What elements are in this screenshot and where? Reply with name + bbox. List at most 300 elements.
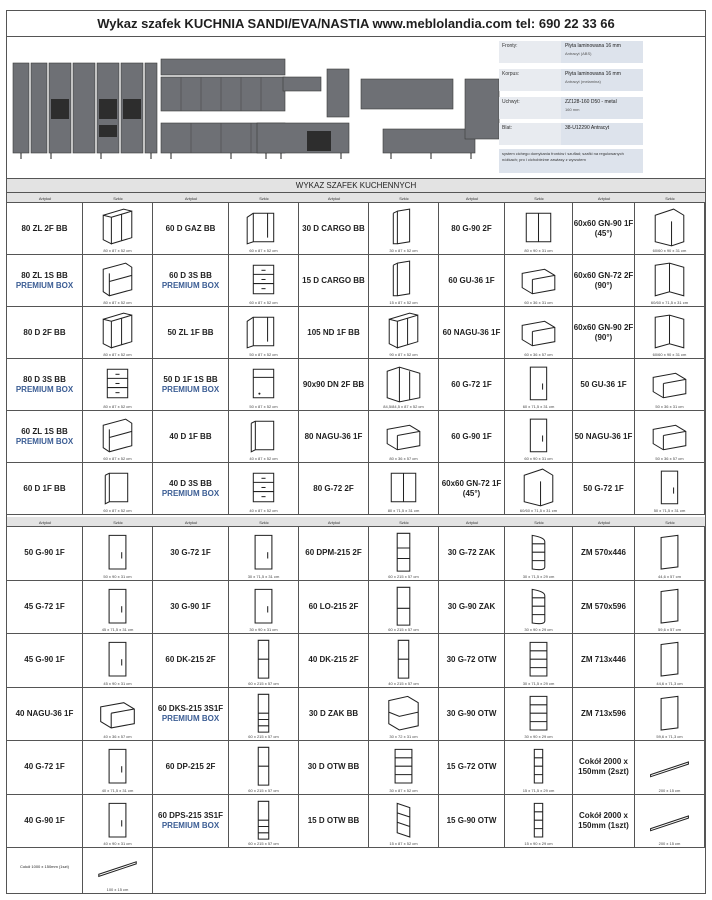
sketch-cell bbox=[229, 203, 299, 254]
article-cell bbox=[7, 688, 83, 741]
last-row bbox=[7, 841, 151, 893]
sketch-cell bbox=[369, 411, 439, 462]
article-cell bbox=[7, 634, 83, 687]
article-cell bbox=[299, 255, 369, 306]
column-header-sketch: Szkic bbox=[113, 519, 123, 525]
sketch-cell bbox=[635, 307, 705, 358]
article-cell bbox=[7, 527, 83, 580]
end-round-icon bbox=[505, 527, 572, 580]
sketch-cell bbox=[83, 581, 153, 634]
article-name: 15 G-72 OTW bbox=[446, 762, 497, 772]
article-name: 50 NAGU-36 1F bbox=[574, 431, 633, 441]
article-name: 60 G-90 1F bbox=[451, 431, 492, 441]
article-name: 80 NAGU-36 1F bbox=[304, 431, 363, 441]
base-narrow-icon bbox=[369, 255, 438, 306]
article-cell bbox=[573, 203, 635, 254]
sketch-cell bbox=[83, 359, 153, 410]
article-name: 50 G-72 1F bbox=[583, 483, 624, 493]
sketch-cell bbox=[369, 581, 439, 634]
article-cell bbox=[153, 795, 229, 848]
sketch-cell bbox=[635, 411, 705, 462]
sketch-cell bbox=[505, 359, 573, 410]
cabinet-catalog-page bbox=[6, 10, 706, 894]
wall-one-door-icon bbox=[83, 634, 152, 687]
dimensions: 80 x 71,5 x 31 cm bbox=[387, 508, 420, 513]
spec-note: system cichego domykania frontów i szuflad; szafki na regulowanych nóżkach; pro i cichobieżne zawiasy z wyrzutem bbox=[499, 149, 643, 173]
spec-label: Blat: bbox=[499, 123, 561, 145]
wall-one-door-icon bbox=[229, 527, 298, 580]
corner-base-icon bbox=[369, 359, 438, 410]
sketch-cell bbox=[229, 255, 299, 306]
article-name: 80 G-72 2F bbox=[313, 483, 354, 493]
article-name: 30 G-90 ZAK bbox=[447, 601, 496, 611]
sketch-cell bbox=[369, 741, 439, 794]
dimensions: 40 x 87 x 52 cm bbox=[249, 456, 278, 461]
dimensions: 50 x 90 x 31 cm bbox=[103, 573, 132, 579]
corner-wall-2-icon bbox=[635, 307, 704, 358]
spec-label: Fronty: bbox=[499, 41, 561, 63]
sketch-cell bbox=[369, 203, 439, 254]
spec-label: Korpus: bbox=[499, 69, 561, 91]
premium-box-label: PREMIUM BOX bbox=[161, 820, 220, 830]
sketch-cell bbox=[229, 795, 299, 848]
article-name: 50 G-90 1F bbox=[24, 548, 65, 558]
wall-low-icon bbox=[505, 255, 572, 306]
article-name: ZM 713x446 bbox=[581, 655, 626, 665]
article-cell bbox=[299, 411, 369, 462]
article-cell bbox=[7, 411, 83, 462]
article-cell bbox=[299, 634, 369, 687]
spec-value: Płyta laminowana 16 mm Antracyt (melamina) bbox=[565, 71, 621, 84]
sketch-cell bbox=[229, 307, 299, 358]
dimensions: 60 x 36 x 31 cm bbox=[524, 300, 553, 305]
article-name: ZM 713x596 bbox=[581, 708, 626, 718]
cabinet-row bbox=[7, 255, 705, 307]
sketch-cell bbox=[369, 795, 439, 848]
article-name: 50 D 1F 1S BB bbox=[163, 374, 218, 384]
dimensions: 30 x 71,5 x 31 cm bbox=[247, 573, 280, 579]
article-cell bbox=[573, 255, 635, 306]
open-shelf-icon bbox=[505, 688, 572, 741]
column-header-article: Artykuł bbox=[184, 195, 198, 201]
tall-icon bbox=[369, 634, 438, 687]
dimensions: 80 x 87 x 52 cm bbox=[103, 352, 132, 357]
article-name: 60x60 GN-90 2F (90°) bbox=[573, 322, 634, 342]
article-name: 60 D 1F BB bbox=[23, 483, 66, 493]
dimensions: 60 x 215 x 57 cm bbox=[248, 787, 279, 793]
tall-oven-icon bbox=[369, 527, 438, 580]
cabinet-row bbox=[7, 581, 705, 635]
sketch-cell bbox=[369, 634, 439, 687]
dimensions: 60 x 87 x 52 cm bbox=[249, 300, 278, 305]
premium-box-label: PREMIUM BOX bbox=[161, 384, 220, 394]
sketch-cell bbox=[229, 359, 299, 410]
sketch-cell bbox=[505, 634, 573, 687]
article-cell bbox=[7, 741, 83, 794]
sketch-cell bbox=[635, 581, 705, 634]
dimensions: 50 x 87 x 52 cm bbox=[249, 352, 278, 357]
article-cell bbox=[7, 255, 83, 306]
sketch-cell bbox=[505, 203, 573, 254]
article-cell bbox=[573, 527, 635, 580]
sketch-cell bbox=[83, 688, 153, 741]
dimensions: 60 x 215 x 57 cm bbox=[248, 680, 279, 686]
article-cell bbox=[7, 581, 83, 634]
article-name: 15 G-90 OTW bbox=[446, 815, 497, 825]
cabinet-row bbox=[7, 463, 705, 515]
wall-one-door-icon bbox=[83, 795, 152, 848]
column-header-sketch: Szkic bbox=[259, 519, 269, 525]
article-cell bbox=[573, 688, 635, 741]
article-cell bbox=[153, 255, 229, 306]
article-name: 40 G-72 1F bbox=[24, 762, 65, 772]
cabinet-row bbox=[7, 527, 705, 581]
column-header-article: Artykuł bbox=[38, 195, 52, 201]
sketch-cell bbox=[635, 688, 705, 741]
article-cell bbox=[573, 463, 635, 514]
article-name: 40 NAGU-36 1F bbox=[15, 708, 74, 718]
open-shelf-icon bbox=[505, 634, 572, 687]
article-name: 45 G-72 1F bbox=[24, 601, 65, 611]
spec-row bbox=[499, 69, 643, 91]
article-name: 15 D OTW BB bbox=[307, 815, 360, 825]
sketch-cell bbox=[635, 795, 705, 848]
cabinet-grid-base bbox=[7, 193, 705, 513]
dimensions: 59,6 x 57 cm bbox=[658, 627, 681, 632]
sketch-cell bbox=[635, 634, 705, 687]
sketch-cell bbox=[229, 581, 299, 634]
sketch-cell bbox=[83, 795, 153, 848]
tall-drawers-icon bbox=[229, 795, 298, 848]
cabinet-row bbox=[7, 634, 705, 688]
article-cell bbox=[7, 307, 83, 358]
dimensions: 60/60 x 71,5 x 31 cm bbox=[650, 300, 689, 305]
premium-box-label: PREMIUM BOX bbox=[15, 436, 74, 446]
dimensions: 80 x 36 x 57 cm bbox=[389, 456, 418, 461]
article-name: Cokół 2000 x 150mm (1szt) bbox=[578, 810, 629, 830]
dimensions: 40 x 90 x 31 cm bbox=[103, 841, 132, 846]
tall-icon bbox=[229, 741, 298, 794]
article-name: 30 G-72 1F bbox=[170, 548, 211, 558]
article-name: 105 ND 1F BB bbox=[307, 327, 360, 337]
premium-box-label: PREMIUM BOX bbox=[15, 384, 74, 394]
wall-one-door-icon bbox=[229, 581, 298, 634]
article-name: 30 G-90 1F bbox=[170, 601, 211, 611]
article-cell bbox=[439, 463, 505, 514]
column-header-sketch: Szkic bbox=[113, 195, 123, 201]
base-one-door-icon bbox=[229, 411, 298, 462]
article-cell bbox=[7, 795, 83, 848]
sketch-cell bbox=[229, 688, 299, 741]
article-cell bbox=[153, 359, 229, 410]
article-cell bbox=[299, 527, 369, 580]
article-name: 40 D 3S BB bbox=[169, 478, 212, 488]
wall-one-door-icon bbox=[83, 741, 152, 794]
article-name: 60x60 GN-72 2F (90°) bbox=[573, 270, 634, 290]
article-name: 30 D CARGO BB bbox=[302, 223, 365, 233]
spec-value: Płyta laminowana 16 mm Antracyt (ABS) bbox=[565, 43, 621, 56]
article-name: 60x60 GN-72 1F (45°) bbox=[441, 478, 502, 498]
dimensions: 80 x 87 x 52 cm bbox=[103, 404, 132, 409]
sketch-cell bbox=[635, 203, 705, 254]
sketch-cell bbox=[635, 255, 705, 306]
dimensions: 30 x 87 x 52 cm bbox=[389, 248, 418, 253]
sketch-cell bbox=[83, 463, 153, 514]
article-cell bbox=[439, 255, 505, 306]
dimensions: 60 x 215 x 57 cm bbox=[388, 627, 419, 632]
article-cell bbox=[153, 741, 229, 794]
article-name: 80 D 3S BB bbox=[23, 374, 66, 384]
corner-wall-2-icon bbox=[635, 255, 704, 306]
article-name: ZM 570x446 bbox=[581, 548, 626, 558]
dimensions: 30 x 90 x 29 cm bbox=[524, 734, 553, 739]
dimensions: 15 x 87 x 52 cm bbox=[389, 841, 418, 846]
base-sink-drawer-icon bbox=[83, 255, 152, 306]
base-drawer-door-icon bbox=[229, 359, 298, 410]
dimensions: 60 x 87 x 52 cm bbox=[103, 456, 132, 461]
premium-box-label: PREMIUM BOX bbox=[161, 280, 220, 290]
dimensions: 50 x 36 x 31 cm bbox=[655, 404, 684, 409]
cabinet-grid-wall-tall bbox=[7, 517, 705, 846]
corner-wall-icon bbox=[635, 203, 704, 254]
article-cell bbox=[299, 203, 369, 254]
tall-drawers-icon bbox=[229, 688, 298, 741]
base-two-door-icon bbox=[369, 307, 438, 358]
column-header-sketch: Szkic bbox=[665, 519, 675, 525]
article-name: Cokół 2000 x 150mm (2szt) bbox=[578, 757, 629, 777]
panel-icon bbox=[635, 688, 704, 741]
dimensions: 60/60 x 90 x 31 cm bbox=[652, 352, 687, 357]
wall-one-door-icon bbox=[505, 359, 572, 410]
article-name: 15 D CARGO BB bbox=[302, 275, 365, 285]
panel-icon bbox=[635, 527, 704, 580]
article-cell bbox=[153, 307, 229, 358]
article-cell bbox=[439, 359, 505, 410]
wall-one-door-icon bbox=[635, 463, 704, 514]
dimensions: 30 x 90 x 31 cm bbox=[249, 627, 278, 632]
article-name: 60x60 GN-90 1F (45°) bbox=[573, 218, 634, 238]
dimensions: 60/60 x 90 x 31 cm bbox=[652, 248, 687, 253]
article-cell bbox=[439, 741, 505, 794]
sketch-cell bbox=[83, 841, 153, 893]
page-title: Wykaz szafek KUCHNIA SANDI/EVA/NASTIA www.meblolandia.com tel: 690 22 33 66 bbox=[97, 16, 615, 31]
dimensions: 60 x 71,5 x 31 cm bbox=[522, 404, 555, 409]
article-name: 30 G-90 OTW bbox=[446, 708, 497, 718]
article-name: 60 GU-36 1F bbox=[448, 275, 495, 285]
article-name: ZM 570x596 bbox=[581, 601, 626, 611]
sketch-cell bbox=[83, 634, 153, 687]
plinth-icon bbox=[83, 841, 152, 893]
dimensions: 80 x 87 x 52 cm bbox=[103, 300, 132, 305]
sketch-cell bbox=[83, 741, 153, 794]
column-header-article: Artykuł bbox=[327, 195, 341, 201]
sketch-cell bbox=[369, 359, 439, 410]
wall-one-door-icon bbox=[505, 411, 572, 462]
column-header-sketch: Szkic bbox=[534, 195, 544, 201]
wall-low-icon bbox=[505, 307, 572, 358]
article-cell bbox=[7, 463, 83, 514]
sketch-cell bbox=[83, 203, 153, 254]
column-header-article: Artykuł bbox=[327, 519, 341, 525]
dimensions: 15 x 71,5 x 29 cm bbox=[522, 787, 555, 793]
wall-low-icon bbox=[83, 688, 152, 741]
article-cell bbox=[573, 634, 635, 687]
premium-box-label: PREMIUM BOX bbox=[15, 280, 74, 290]
material-specs bbox=[499, 41, 643, 173]
article-cell bbox=[439, 688, 505, 741]
column-header-article: Artykuł bbox=[465, 519, 479, 525]
premium-box-label: PREMIUM BOX bbox=[161, 713, 220, 723]
article-cell bbox=[153, 527, 229, 580]
sketch-cell bbox=[229, 741, 299, 794]
article-cell bbox=[573, 741, 635, 794]
dimensions: 30 x 90 x 29 cm bbox=[524, 627, 553, 632]
dimensions: 100 x 15 cm bbox=[106, 887, 129, 892]
article-name: 60 DP-215 2F bbox=[165, 762, 216, 772]
column-header-article: Artykuł bbox=[38, 519, 52, 525]
plinth-icon bbox=[635, 795, 704, 848]
article-cell bbox=[439, 634, 505, 687]
premium-box-label: PREMIUM BOX bbox=[161, 488, 220, 498]
cabinet-row bbox=[7, 411, 705, 463]
open-shelf-icon bbox=[369, 741, 438, 794]
wall-one-door-icon bbox=[83, 527, 152, 580]
dimensions: 40 x 87 x 52 cm bbox=[249, 508, 278, 513]
dimensions: 44,6 x 57 cm bbox=[658, 573, 681, 579]
column-header-row bbox=[7, 193, 705, 203]
article-cell bbox=[153, 634, 229, 687]
article-cell bbox=[573, 359, 635, 410]
article-name: 90x90 DN 2F BB bbox=[302, 379, 365, 389]
tall-fridge-icon bbox=[369, 581, 438, 634]
dimensions: 80 x 87 x 52 cm bbox=[103, 248, 132, 253]
dimensions: 15 x 87 x 52 cm bbox=[389, 300, 418, 305]
cabinet-row bbox=[7, 359, 705, 411]
dimensions: 40 x 215 x 57 cm bbox=[388, 680, 419, 686]
sketch-cell bbox=[505, 255, 573, 306]
sketch-cell bbox=[229, 411, 299, 462]
wall-low-icon bbox=[635, 411, 704, 462]
article-name: 60 D GAZ BB bbox=[165, 223, 216, 233]
column-header-sketch: Szkic bbox=[399, 519, 409, 525]
dimensions: 30 x 72 x 31 cm bbox=[389, 734, 418, 739]
article-name: 60 D 3S BB bbox=[169, 270, 212, 280]
base-two-door-icon bbox=[83, 307, 152, 358]
article-name: 60 NAGU-36 1F bbox=[442, 327, 501, 337]
sketch-cell bbox=[369, 688, 439, 741]
article-cell bbox=[299, 463, 369, 514]
dimensions: 60 x 215 x 57 cm bbox=[248, 734, 279, 739]
tall-icon bbox=[229, 634, 298, 687]
article-cell bbox=[439, 203, 505, 254]
article-name: 30 G-72 OTW bbox=[446, 655, 497, 665]
article-cell bbox=[299, 307, 369, 358]
dimensions: 40 x 36 x 57 cm bbox=[103, 734, 132, 739]
sketch-cell bbox=[83, 307, 153, 358]
article-name: 30 D ZAK BB bbox=[308, 708, 359, 718]
article-cell bbox=[439, 411, 505, 462]
panel-icon bbox=[635, 581, 704, 634]
article-cell bbox=[573, 307, 635, 358]
dimensions: 90 x 87 x 52 cm bbox=[389, 352, 418, 357]
article-name: 80 ZL 1S BB bbox=[21, 270, 68, 280]
narrow-shelf-icon bbox=[505, 741, 572, 794]
dimensions: 60/60 x 71,5 x 31 cm bbox=[519, 508, 558, 513]
dimensions: 80 x 90 x 31 cm bbox=[524, 248, 553, 253]
cabinet-row bbox=[7, 741, 705, 795]
catalog-header bbox=[7, 11, 705, 37]
sketch-cell bbox=[505, 527, 573, 580]
base-one-door-icon bbox=[83, 463, 152, 514]
article-name: 40 D 1F BB bbox=[169, 431, 212, 441]
base-drawers-icon bbox=[229, 463, 298, 514]
base-narrow-icon bbox=[369, 203, 438, 254]
dimensions: 50 x 87 x 52 cm bbox=[249, 404, 278, 409]
article-cell bbox=[299, 741, 369, 794]
article-name: 40 G-90 1F bbox=[24, 815, 65, 825]
article-name: 60 DPS-215 3S1F bbox=[158, 810, 223, 820]
dimensions: 60 x 87 x 52 cm bbox=[103, 508, 132, 513]
base-two-door-icon bbox=[83, 203, 152, 254]
end-round-icon bbox=[505, 581, 572, 634]
sketch-cell bbox=[505, 741, 573, 794]
base-open-icon bbox=[229, 307, 298, 358]
article-cell bbox=[153, 581, 229, 634]
sketch-cell bbox=[83, 527, 153, 580]
sketch-cell bbox=[505, 463, 573, 514]
article-name: 50 ZL 1F BB bbox=[167, 327, 214, 337]
article-name: 60 ZL 1S BB bbox=[21, 426, 68, 436]
dimensions: 60 x 215 x 57 cm bbox=[248, 841, 279, 846]
article-cell bbox=[7, 359, 83, 410]
article-name: 45 G-90 1F bbox=[24, 655, 65, 665]
open-base-icon bbox=[369, 688, 438, 741]
column-header-article: Artykuł bbox=[597, 195, 611, 201]
wall-two-door-icon bbox=[505, 203, 572, 254]
panel-icon bbox=[635, 634, 704, 687]
base-drawers-icon bbox=[229, 255, 298, 306]
article-name: 60 DK-215 2F bbox=[165, 655, 216, 665]
dimensions: 60 x 90 x 31 cm bbox=[524, 456, 553, 461]
sketch-cell bbox=[83, 255, 153, 306]
sketch-cell bbox=[635, 527, 705, 580]
article-cell bbox=[299, 795, 369, 848]
article-name: 80 D 2F BB bbox=[23, 327, 66, 337]
list-title: WYKAZ SZAFEK KUCHENNYCH bbox=[7, 179, 705, 193]
article-name: 80 ZL 2F BB bbox=[21, 223, 68, 233]
article-cell bbox=[299, 688, 369, 741]
spec-value: ZZ128-160 D50 - metal 160 mm bbox=[565, 99, 617, 112]
cabinet-row bbox=[7, 307, 705, 359]
narrow-shelf-icon bbox=[505, 795, 572, 848]
dimensions: 60 x 87 x 52 cm bbox=[249, 248, 278, 253]
dimensions: 15 x 90 x 29 cm bbox=[524, 841, 553, 846]
open-narrow-icon bbox=[369, 795, 438, 848]
article-name: 40 DK-215 2F bbox=[308, 655, 359, 665]
dimensions: 50 x 36 x 57 cm bbox=[655, 456, 684, 461]
article-name: 60 G-72 1F bbox=[451, 379, 492, 389]
column-header-article: Artykuł bbox=[184, 519, 198, 525]
column-header-row bbox=[7, 517, 705, 527]
sketch-cell bbox=[505, 795, 573, 848]
cabinet-row bbox=[7, 795, 705, 849]
spec-label: Uchwyt: bbox=[499, 97, 561, 119]
article-cell bbox=[7, 203, 83, 254]
sketch-cell bbox=[635, 359, 705, 410]
article-cell bbox=[573, 411, 635, 462]
column-header-article: Artykuł bbox=[597, 519, 611, 525]
base-open-icon bbox=[229, 203, 298, 254]
